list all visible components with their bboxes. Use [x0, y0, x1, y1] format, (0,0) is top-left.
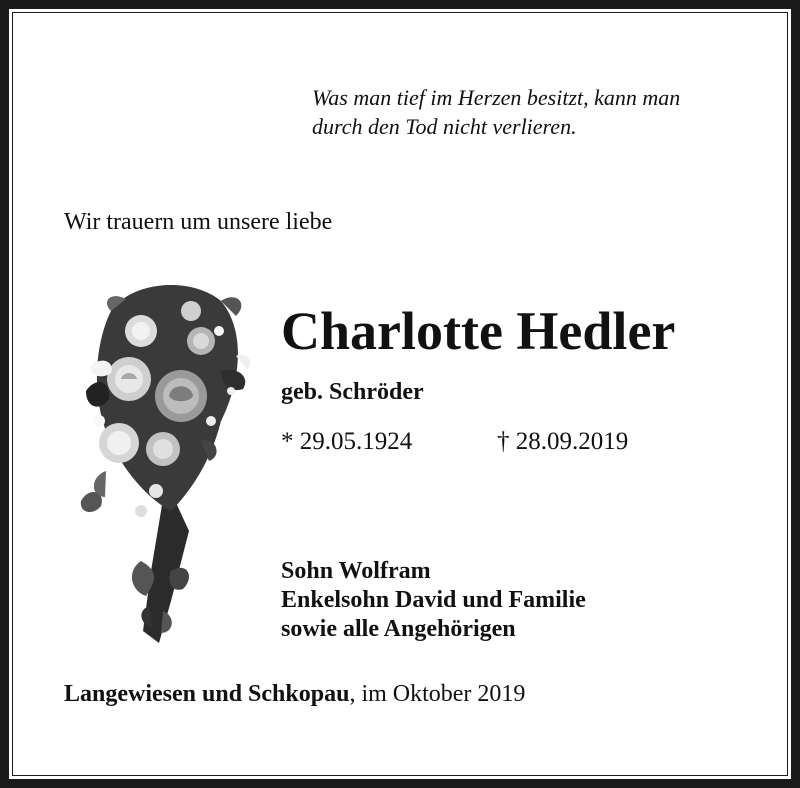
quote-line-1: Was man tief im Herzen besitzt, kann man [312, 85, 681, 110]
mourner-line: sowie alle Angehörigen [281, 616, 516, 642]
birth-date: * 29.05.1924 [281, 428, 413, 455]
mourners-list [281, 557, 586, 644]
place-location: Langewiesen und Schkopau [64, 681, 350, 707]
place-and-date [64, 679, 525, 709]
flower-bouquet-icon [71, 271, 271, 651]
maiden-name: geb. Schröder [281, 379, 424, 405]
deceased-name: Charlotte Hedler [281, 301, 676, 361]
mourner-line: Sohn Wolfram [281, 558, 431, 584]
intro-text: Wir trauern um unsere liebe [64, 209, 333, 235]
quote [312, 83, 782, 141]
mourner-line: Enkelsohn David und Familie [281, 587, 586, 613]
place-date: , im Oktober 2019 [349, 681, 526, 707]
death-date: † 28.09.2019 [497, 428, 629, 455]
quote-line-2: durch den Tod nicht verlieren. [312, 114, 577, 139]
